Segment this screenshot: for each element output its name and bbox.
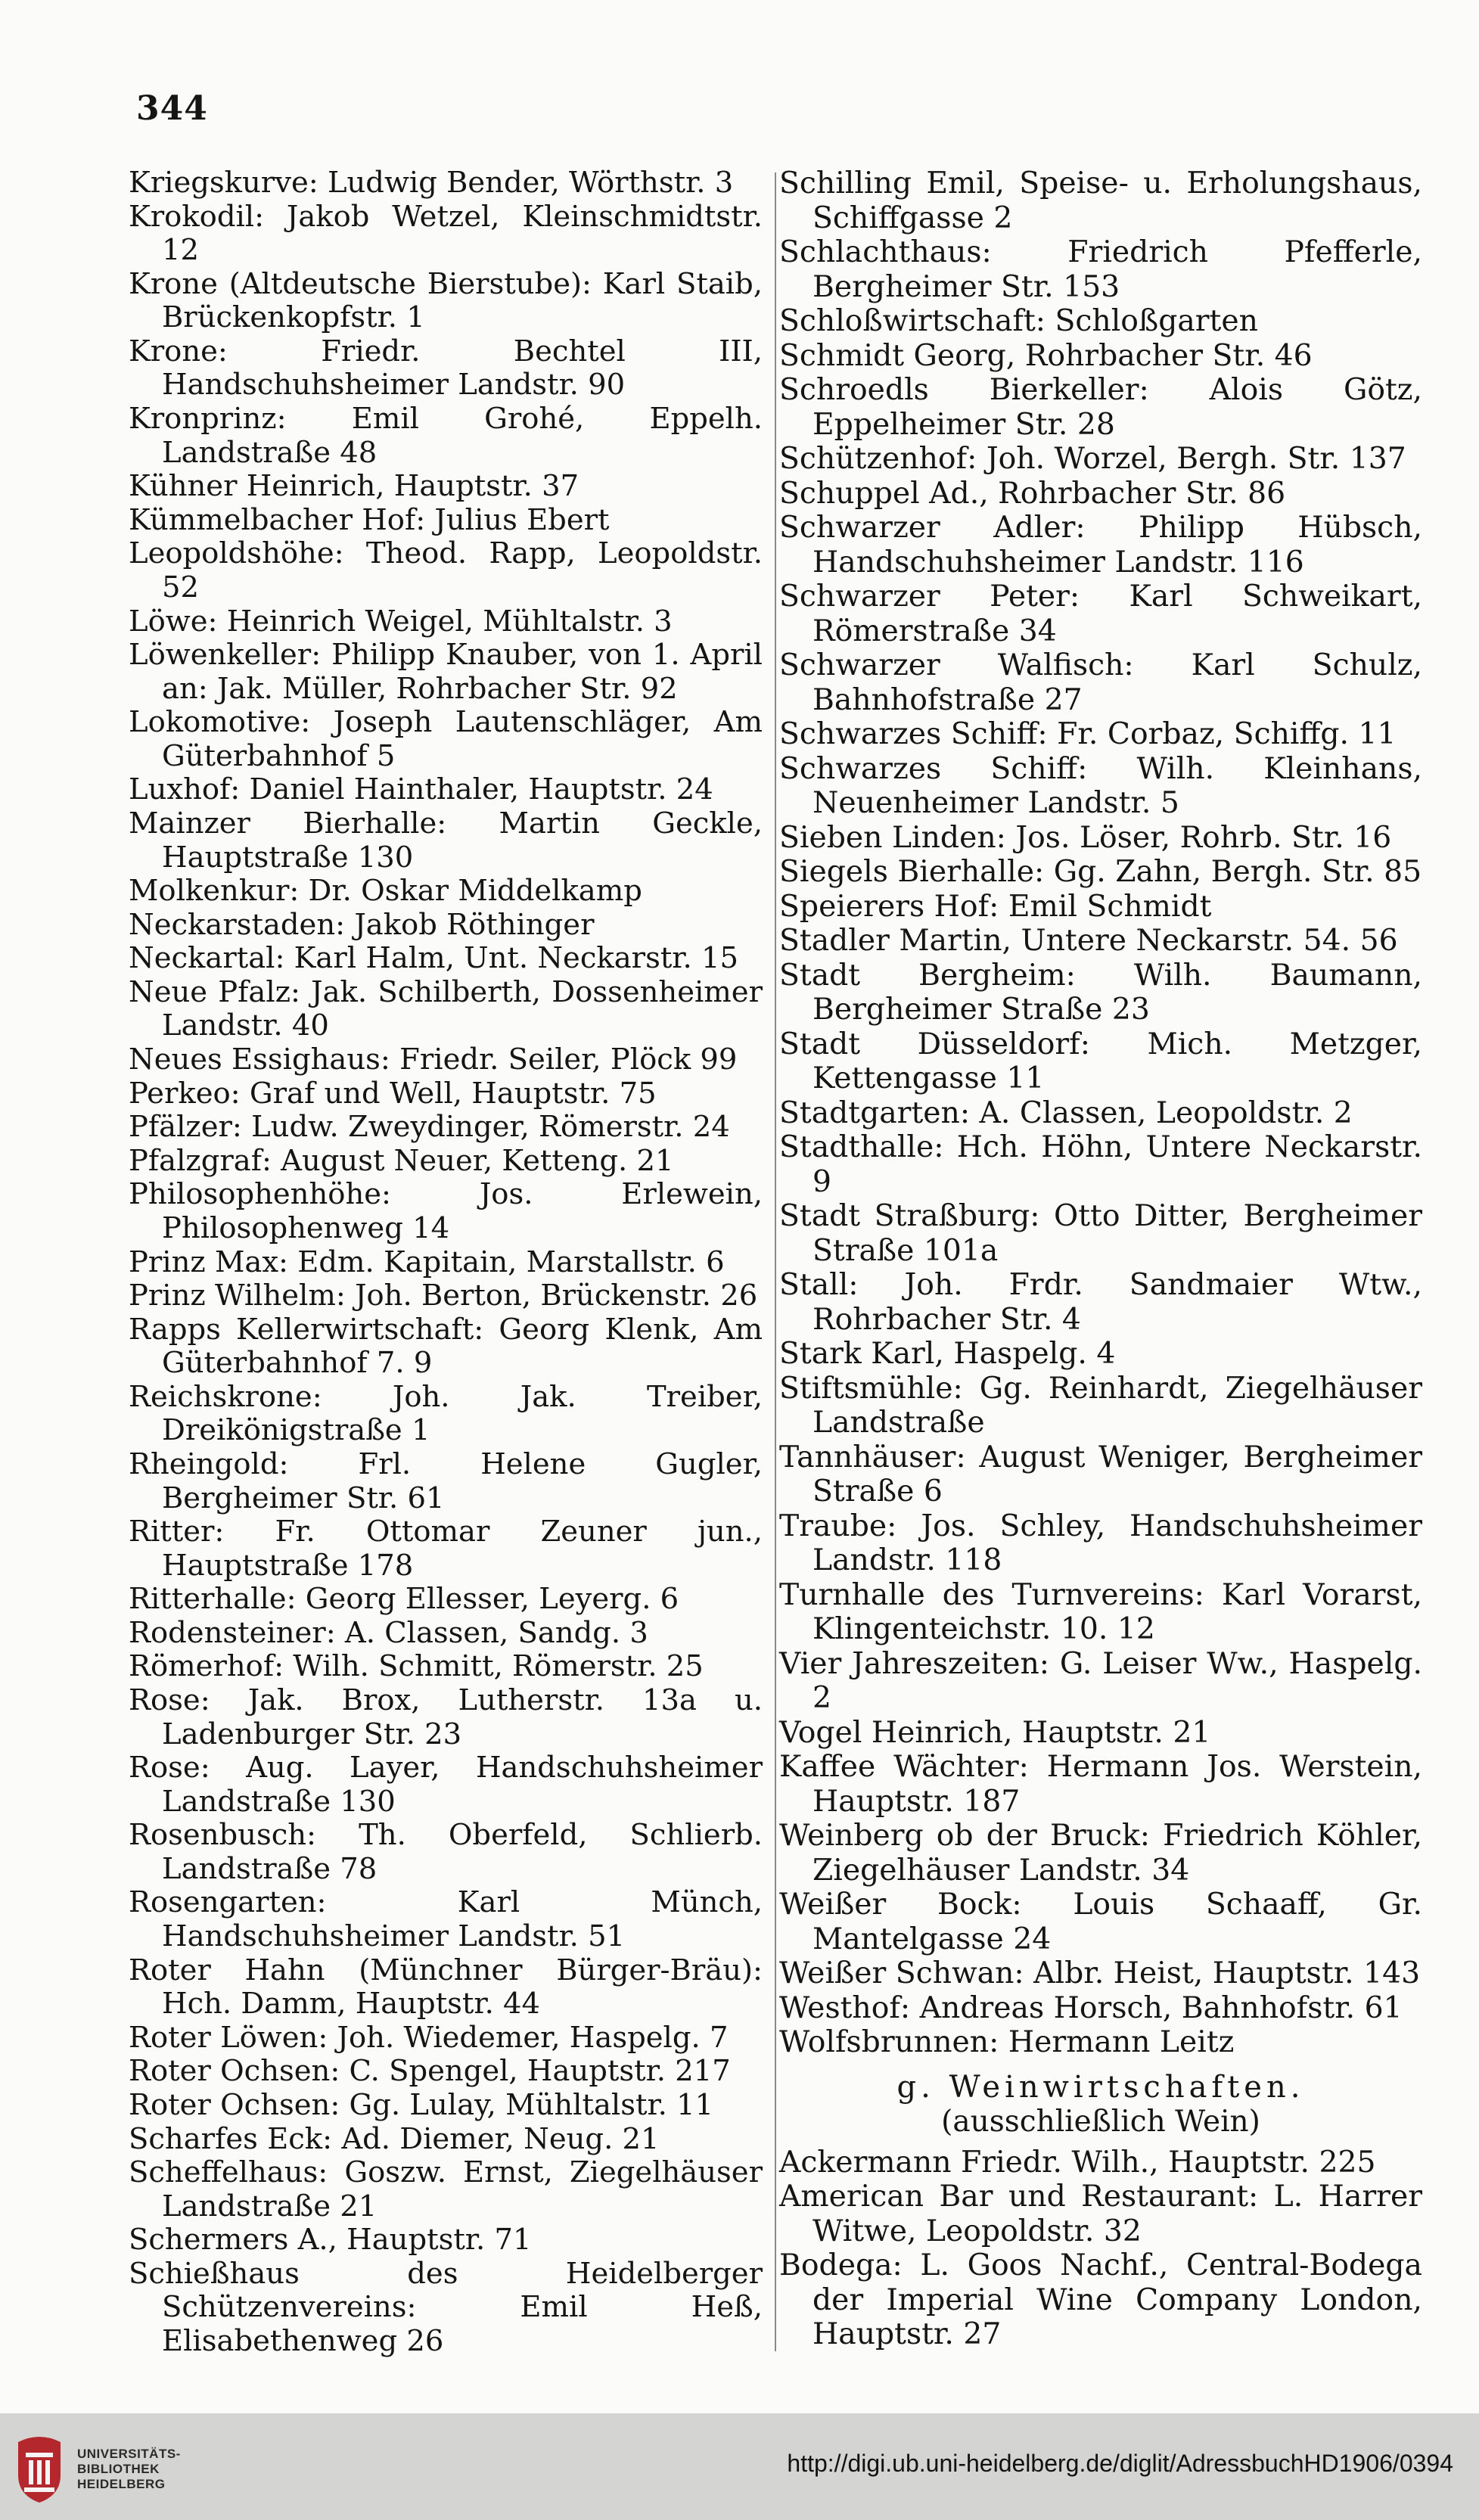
directory-entry: Prinz Wilhelm: Joh. Berton, Brückenstr. 26: [129, 1279, 758, 1313]
directory-entry: Roter Löwen: Joh. Wiedemer, Haspelg. 7: [129, 2020, 729, 2055]
directory-entry: Schlachthaus: Friedrich Pfefferle, Bergheimer Str. 153: [779, 235, 1422, 304]
university-seal-icon: [14, 2435, 65, 2504]
section-subheading: (ausschließlich Wein): [941, 2105, 1260, 2139]
directory-entry: Schuppel Ad., Rohrbacher Str. 86: [779, 476, 1286, 511]
left-column: [129, 166, 763, 2359]
directory-entry: Schützenhof: Joh. Worzel, Bergh. Str. 137: [779, 442, 1406, 476]
library-logo-text: [77, 2447, 181, 2492]
directory-entry: Schießhaus des Heidelberger Schützenvereins: Emil Heß, Elisabethenweg 26: [129, 2256, 763, 2358]
directory-entry: Stadt Bergheim: Wilh. Baumann, Bergheimer Straße 23: [779, 958, 1422, 1027]
directory-entry: Tannhäuser: August Weniger, Bergheimer Straße 6: [779, 1440, 1422, 1509]
right-column-entries: [779, 166, 1422, 2060]
directory-entry: Westhof: Andreas Horsch, Bahnhofstr. 61: [779, 1990, 1403, 2025]
directory-entry: Wolfsbrunnen: Hermann Leitz: [779, 2025, 1235, 2059]
directory-entry: Schermers A., Hauptstr. 71: [129, 2223, 532, 2257]
directory-entry: Vogel Heinrich, Hauptstr. 21: [779, 1715, 1211, 1750]
directory-entry: Vier Jahreszeiten: G. Leiser Ww., Haspelg. 2: [779, 1646, 1422, 1715]
directory-entry: Rosenbusch: Th. Oberfeld, Schlierb. Landstraße 78: [129, 1818, 763, 1886]
directory-entry: Krone (Altdeutsche Bierstube): Karl Staib, Brückenkopfstr. 1: [129, 266, 763, 335]
directory-entry: Scheffelhaus: Goszw. Ernst, Ziegelhäuser Landstraße 21: [129, 2155, 763, 2223]
column-divider: [775, 172, 776, 2351]
directory-entry: Stark Karl, Haspelg. 4: [779, 1337, 1116, 1371]
directory-entry: Kühner Heinrich, Hauptstr. 37: [129, 469, 579, 504]
directory-entry: Roter Ochsen: C. Spengel, Hauptstr. 217: [129, 2054, 731, 2089]
directory-entry: Pfälzer: Ludw. Zweydinger, Römerstr. 24: [129, 1110, 730, 1145]
directory-entry: Kronprinz: Emil Grohé, Eppelh. Landstraße 48: [129, 402, 763, 470]
directory-entry: Weinberg ob der Bruck: Friedrich Köhler, Ziegelhäuser Landstr. 34: [779, 1819, 1422, 1888]
section-entries: [779, 2146, 1422, 2352]
directory-entry: Lokomotive: Joseph Lautenschläger, Am Güterbahnhof 5: [129, 705, 763, 773]
directory-entry: Stiftsmühle: Gg. Reinhardt, Ziegelhäuser Landstraße: [779, 1371, 1422, 1440]
logo-line-3: HEIDELBERG: [77, 2477, 166, 2491]
directory-entry: Stadt Düsseldorf: Mich. Metzger, Kettengasse 11: [779, 1027, 1422, 1095]
directory-entry: Schloßwirtschaft: Schloßgarten: [779, 304, 1258, 338]
directory-entry: Siegels Bierhalle: Gg. Zahn, Bergh. Str. 85: [779, 855, 1422, 889]
directory-entry: Leopoldshöhe: Theod. Rapp, Leopoldstr. 52: [129, 536, 763, 604]
right-column: [779, 166, 1422, 2352]
directory-entry: Weißer Bock: Louis Schaaff, Gr. Mantelgasse 24: [779, 1888, 1422, 1956]
directory-entry: Stadt Straßburg: Otto Ditter, Bergheimer Straße 101a: [779, 1199, 1422, 1268]
directory-entry: Schwarzes Schiff: Fr. Corbaz, Schiffg. 11: [779, 717, 1397, 751]
directory-entry: Pfalzgraf: August Neuer, Ketteng. 21: [129, 1143, 674, 1178]
directory-entry: Neckartal: Karl Halm, Unt. Neckarstr. 15: [129, 941, 738, 976]
directory-entry: Prinz Max: Edm. Kapitain, Marstallstr. 6: [129, 1244, 725, 1279]
directory-entry: Rapps Kellerwirtschaft: Georg Klenk, Am Güterbahnhof 7. 9: [129, 1312, 763, 1381]
directory-entry: Krone: Friedr. Bechtel III, Handschuhsheimer Landstr. 90: [129, 334, 763, 402]
directory-entry: Traube: Jos. Schley, Handschuhsheimer Landstr. 118: [779, 1509, 1422, 1577]
directory-entry: Philosophenhöhe: Jos. Erlewein, Philosophenweg 14: [129, 1177, 763, 1245]
directory-entry: Stadler Martin, Untere Neckarstr. 54. 56: [779, 924, 1398, 958]
directory-entry: Schroedls Bierkeller: Alois Götz, Eppelheimer Str. 28: [779, 373, 1422, 442]
directory-entry: Ritterhalle: Georg Ellesser, Leyerg. 6: [129, 1582, 679, 1617]
footer-bar: [0, 2413, 1479, 2520]
directory-entry: Bodega: L. Goos Nachf., Central-Bodega der Imperial Wine Company London, Hauptstr. 27: [779, 2248, 1422, 2351]
directory-entry: Weißer Schwan: Albr. Heist, Hauptstr. 143: [779, 1956, 1421, 1990]
directory-entry: American Bar und Restaurant: L. Harrer Witwe, Leopoldstr. 32: [779, 2180, 1422, 2248]
directory-entry: Speierers Hof: Emil Schmidt: [779, 889, 1212, 924]
directory-entry: Schwarzes Schiff: Wilh. Kleinhans, Neuenheimer Landstr. 5: [779, 751, 1422, 820]
directory-entry: Rodensteiner: A. Classen, Sandg. 3: [129, 1615, 648, 1650]
directory-entry: Krokodil: Jakob Wetzel, Kleinschmidtstr. 12: [129, 199, 763, 268]
library-logo[interactable]: [14, 2431, 207, 2507]
directory-entry: Rheingold: Frl. Helene Gugler, Bergheimer Str. 61: [129, 1446, 763, 1515]
directory-entry: Sieben Linden: Jos. Löser, Rohrb. Str. 16: [779, 820, 1392, 855]
directory-entry: Schilling Emil, Speise- u. Erholungshaus, Schiffgasse 2: [779, 166, 1422, 235]
directory-entry: Schmidt Georg, Rohrbacher Str. 46: [779, 338, 1313, 373]
directory-entry: Ackermann Friedr. Wilh., Hauptstr. 225: [779, 2145, 1376, 2180]
directory-entry: Kümmelbacher Hof: Julius Ebert: [129, 502, 610, 537]
directory-entry: Turnhalle des Turnvereins: Karl Vorarst, Klingenteichstr. 10. 12: [779, 1577, 1422, 1646]
directory-entry: Roter Hahn (Münchner Bürger-Bräu): Hch. Damm, Hauptstr. 44: [129, 1953, 763, 2021]
page-number: 344: [136, 89, 208, 128]
directory-entry: Römerhof: Wilh. Schmitt, Römerstr. 25: [129, 1649, 704, 1684]
directory-entry: Stall: Joh. Frdr. Sandmaier Wtw., Rohrbacher Str. 4: [779, 1268, 1422, 1337]
source-url-link[interactable]: http://digi.ub.uni-heidelberg.de/diglit/AdressbuchHD1906/0394: [787, 2450, 1453, 2477]
directory-entry: Rose: Aug. Layer, Handschuhsheimer Landstraße 130: [129, 1751, 763, 1819]
directory-entry: Rosengarten: Karl Münch, Handschuhsheimer Landstr. 51: [129, 1885, 763, 1954]
directory-entry: Schwarzer Adler: Philipp Hübsch, Handschuhsheimer Landstr. 116: [779, 511, 1422, 580]
directory-entry: Molkenkur: Dr. Oskar Middelkamp: [129, 874, 642, 909]
directory-entry: Kaffee Wächter: Hermann Jos. Werstein, Hauptstr. 187: [779, 1750, 1422, 1819]
section-heading: g. Weinwirtschaften.: [896, 2069, 1305, 2105]
directory-entry: Scharfes Eck: Ad. Diemer, Neug. 21: [129, 2121, 660, 2156]
directory-entry: Roter Ochsen: Gg. Lulay, Mühltalstr. 11: [129, 2087, 714, 2122]
directory-entry: Schwarzer Walfisch: Karl Schulz, Bahnhofstraße 27: [779, 648, 1422, 717]
directory-entry: Rose: Jak. Brox, Lutherstr. 13a u. Ladenburger Str. 23: [129, 1683, 763, 1751]
directory-entry: Neues Essighaus: Friedr. Seiler, Plöck 99: [129, 1042, 738, 1077]
directory-entry: Kriegskurve: Ludwig Bender, Wörthstr. 3: [129, 166, 734, 200]
logo-line-2: BIBLIOTHEK: [77, 2462, 160, 2476]
directory-entry: Neckarstaden: Jakob Röthinger: [129, 907, 595, 942]
directory-entry: Perkeo: Graf und Well, Hauptstr. 75: [129, 1076, 657, 1111]
directory-entry: Luxhof: Daniel Hainthaler, Hauptstr. 24: [129, 772, 713, 807]
directory-entry: Löwenkeller: Philipp Knauber, von 1. April an: Jak. Müller, Rohrbacher Str. 92: [129, 638, 763, 706]
directory-entry: Stadthalle: Hch. Höhn, Untere Neckarstr. 9: [779, 1130, 1422, 1199]
directory-entry: Ritter: Fr. Ottomar Zeuner jun., Hauptstraße 178: [129, 1515, 763, 1583]
directory-entry: Neue Pfalz: Jak. Schilberth, Dossenheimer Landstr. 40: [129, 974, 763, 1043]
directory-entry: Reichskrone: Joh. Jak. Treiber, Dreikönigstraße 1: [129, 1379, 763, 1448]
directory-entry: Löwe: Heinrich Weigel, Mühltalstr. 3: [129, 604, 673, 639]
directory-entry: Schwarzer Peter: Karl Schweikart, Römerstraße 34: [779, 580, 1422, 648]
directory-entry: Mainzer Bierhalle: Martin Geckle, Hauptstraße 130: [129, 806, 763, 875]
directory-entry: Stadtgarten: A. Classen, Leopoldstr. 2: [779, 1095, 1353, 1130]
logo-line-1: UNIVERSITÄTS-: [77, 2447, 181, 2461]
